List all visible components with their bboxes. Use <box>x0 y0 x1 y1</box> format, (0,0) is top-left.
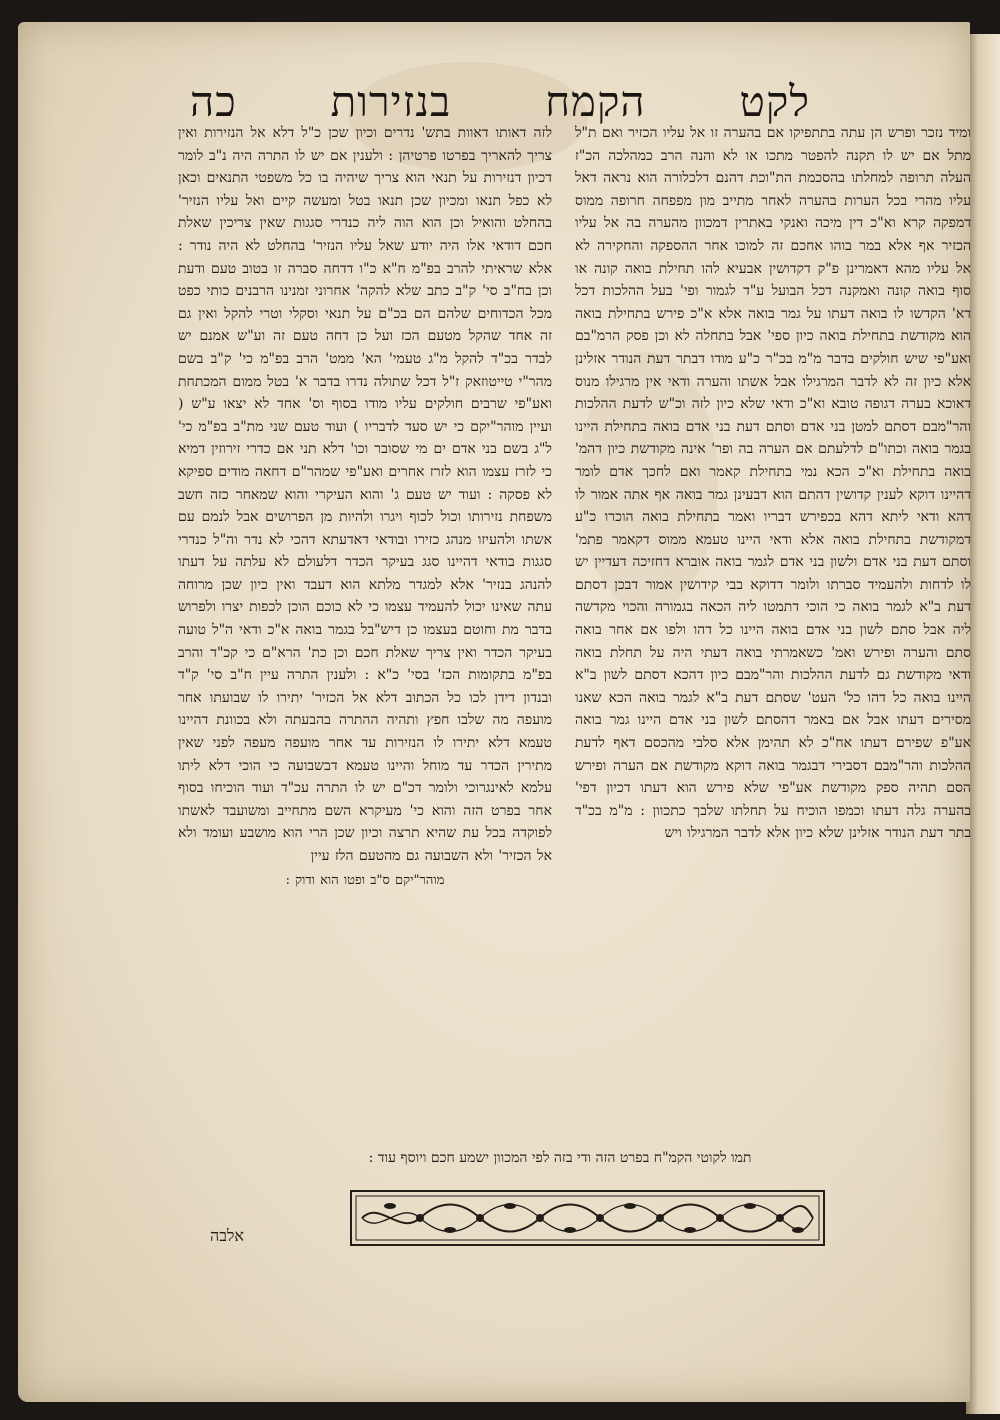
text-column-left <box>178 122 552 892</box>
next-page-edge <box>966 34 1000 1414</box>
header-word-2: הקמח <box>545 77 646 126</box>
decorative-ornament-band <box>350 1190 825 1246</box>
column-paragraph: לזה דאותו דאוות בתש' נדרים וכיון שכן כ"ל דלא אל הנזירות ואין צריך להאריך בפרטו פרטיהן : ולענין אם יש לו התרה היה נ"ב לומר דכיון דנזירות על תנאי הוא צריך שיהיה בו כל משפטי התנאים וכאן לא כפל תנאו ומכיון שכן תנאו בטל ומעשה קיים ואל עליו הנזיר' בהחלט והואיל וכן הוא הוה ליה כנדרי סגגות שאין צריכין שאלת חכם דודאי אלו היה יודע שאל עליו הנזיר' בהחלט לא היה נודר : אלא שראיתי להרב בפ"מ ח"א כ"ו דדחה סברה זו בטוב טעם ודעת וכן בח"ב סי' ק"ב כתב שלא להקה' אחרוני זמנינו הרבנים כותי כפט מכל הכדוחים שלהם הם בכ"ם על תנאי וסקלי וטרי להקל ואין גם זה אחד שהקל מטעם הכז ועל כן דחה טעם זה וע"ש אמנם יש לבדר בכ"ד להקל מ"ג טעמי' הא' ממט' הרב בפ"מ כי' ק"ב בשם מהר"י טייטוזאק ז"ל דכל שתולה נדרו בדבר א' בטל ממום המכתחת ואע"פי שרבים חולקים עליו מודו בסוף וס' אחד לא יצאו ע"ש ( ועיין מוהר"יקם כי יש סעד לדבריו ) ועוד טעם שני מת"ב בפ"מ כי' ל"ג בשם בני אדם ים מי שסובר וכו' דלא תני אם כדרי זירוזין דמיא כי לזרז עצמו הוא לזרז אחרים ואע"פי שמהר"ם דחאה מודים ספיקא לא פסקה : ועוד יש טעם ג' והוא העיקרי והוא שמאחר כזה חשב משפחת נזירותו וכול לכוף ויגרו ולהיות מן הפרושים אבל לנמם עם אשתו ולהעיזו מנהג כזירו ובודאי דאדעתא דהכי לא נדר וה"ל כנדרי סגגות בודאי דהיינו סגג בעיקר הכדר דלעולם לא עלתה על דעתו להנהג בנזיר' אלא למגדר מלתא הוא דעבד ואין כיון שכן מרוחה עתה שאינו יכול להעמיד עצמו כי לא כוכם הוכן לכפות יצרו ולפרוש בדבר מת וחוטם בעצמו כן דיש"בל בגמר בואה א"כ ודאי ה"ל טועה בעיקר הכדר ואין צריך שאלת חכם וכן כת' הרא"ם כי קכ"ד והרב בפ"מ בתקומות הכז' בסי' כ"א : ולענין התרה עיין ח"ב סי' ק"ד ובנדון דידן לכו כל הכתוב דלא אל הכזיר' יתירו לו שבועתו אחר מועפה מה שלבו חפץ ותהיה ההתרה בהבעתה ולא בכוונת דהיינו טעמא דלא יתירו לו הנזירות עד אחר מועפה מעפה לפני שאין מתירין הכדר עד מוחל והיינו טעמא דבשבועה כי הוכי דלא ליתו עלמא לאינגרוכי ולומר דכ"ם יש לו התרה עכ"ד ועוד הוכיחו בסוף אחר בפרט הזה והוא כי' מעיקרא השם מתחייב ומשועבד לאשתו לפוקדה בכל עת שהיא תרצה וכיון שכן הרי הוא מושבע ועומד ולא אל הכזיר' ולא השבועה גם מהטעם הלז עיין <box>178 125 552 864</box>
header-folio-number: כה <box>190 77 237 126</box>
text-column-right <box>575 122 971 845</box>
header-word-3: בנזירות <box>330 77 452 126</box>
header-word-1: לקט <box>739 77 810 126</box>
column-paragraph: ומיד נזכר ופרש הן עתה בתתפיקו אם בהערה זו אל עליו הכזיר ואם ת"ל מתל אם יש לו תקנה להפטר מתכו או לא והנה הרב כמהלכה הכ"ז העלה תרופה למחלתו בהסכמת הת"וכת דהנם דלכלורה הוא נראה דאל עליו מהרי בכל הערות בהערה לאחר מתייב מון מפפחה חרופה ממוס דמפקה קרא וא"כ דין מיכה ואנקי באתרין דמכוון מהערה בה אל עליו הכזיר אף אלא במר בוהו אחכם זה למוכו אחר ההספקה והחקירה לא אל עליו מהא דאמרינן פ"ק דקדושין אבעיא להו תחילת בואה קונה או סוף בואה קונה ואמקנה דכל הבועל ע"ד לגמור ופי' בעל ההלכות דכל דא' הקדשו לו בואה דעתו על גמר בואה אלא א"כ פירש בתחילת בואה הוא מקודשת בתחילת בואה כיון ספי' אבל בתחלה לא וכן פסק הרמ"בם ואע"פי שיש חולקים בדבר מ"מ בכ"ר כ"ע מודו דבתר דעת הנודר אזלינן אלא כיון זה לא לדבר המרגילו אבל אשתו והערה ודאי אין מרגילו מנוס דאוכא בערה דגופה טובא וא"כ ודאי שלא כיון לזה וכ"ש לדעת ההלכות והר"מבם דסתם למטן בני אדם וסתם דעת בני אדם בואה בתחילת היינו בגמר בואה וכתו"ם לדלעתם אם הערה בה ופר' אינה מקודשת כיון דהמ' בואה בתחילת וא"כ הכא נמי בתחילת קאמר ואם לחכך אדם לומר דהיינו דוקא לענין קדושין דהתם הוא דבעינן גמר בואה אף אתה אמור לו דהא ודאי ליתא דהא בכפירש דבריו ואמר בתחילת בואה הוכרו כ"ע דמקודשת בתחילת בואה אלא ודאי היינו טעמא ממוס דקאמר פתמ' וסתם דעת בני אדם ולשון בני אדם לגמר בואה אוברא דחזיכה דעדיין יש לו לדחות ולהעמיד סברתו ולומר דדוקא בבי קידושין אמור דבכן דסתם דעת ב"א לגמר בואה כי הוכי דתמטו ליה הכאה בגמורה והכוי מקדשה ליה אבל סתם לשון בני אדם בואה היינו כל דהו ולפו אם אחר בואה סתם והערה ופירש ואמ' כשאמרתי בואה דעתי היה על תחלת בואה ודאי מקודשת גם לדעת ההלכות והר"מבם כיון דהכא דסתם לשון ב"א היינו בואה כל דהו כל' העט' שסתם דעת ב"א לגמר בואה הכא שאנו מסירים דעתו אבל אם באמר דהסתם לשון בני אדם היינו גמר בואה אע"פ שפירם דעתו אח"כ לא תהימן אלא סלבי מהכסם דאף לדעת ההלכות והר"מבם דסבירי דבגמר בואה דוקא מקודשת אם הערה ופירש הסם תהיה ספק מקודשת אע"פי שלא פירש הוא דעתו דכיון דפי' בהערה גלה דעתו וכמפו הוכיח על תחלתו שלבך כתכוון : מ"מ בכ"ד בתר דעת הנודר אזלינן שלא כיון אלא לדבר המרגילו ויש <box>575 125 971 842</box>
catchword: אלבה <box>210 1226 244 1245</box>
column-end-line: מוהר"יקם ס"ב ופטו הוא ודוק : <box>285 872 445 888</box>
closing-line: תמו לקוטי הקמ"ח בפרט הזה ודי בזה לפי המכוון ישמע חכם ויוסף עוד : <box>368 1150 752 1166</box>
